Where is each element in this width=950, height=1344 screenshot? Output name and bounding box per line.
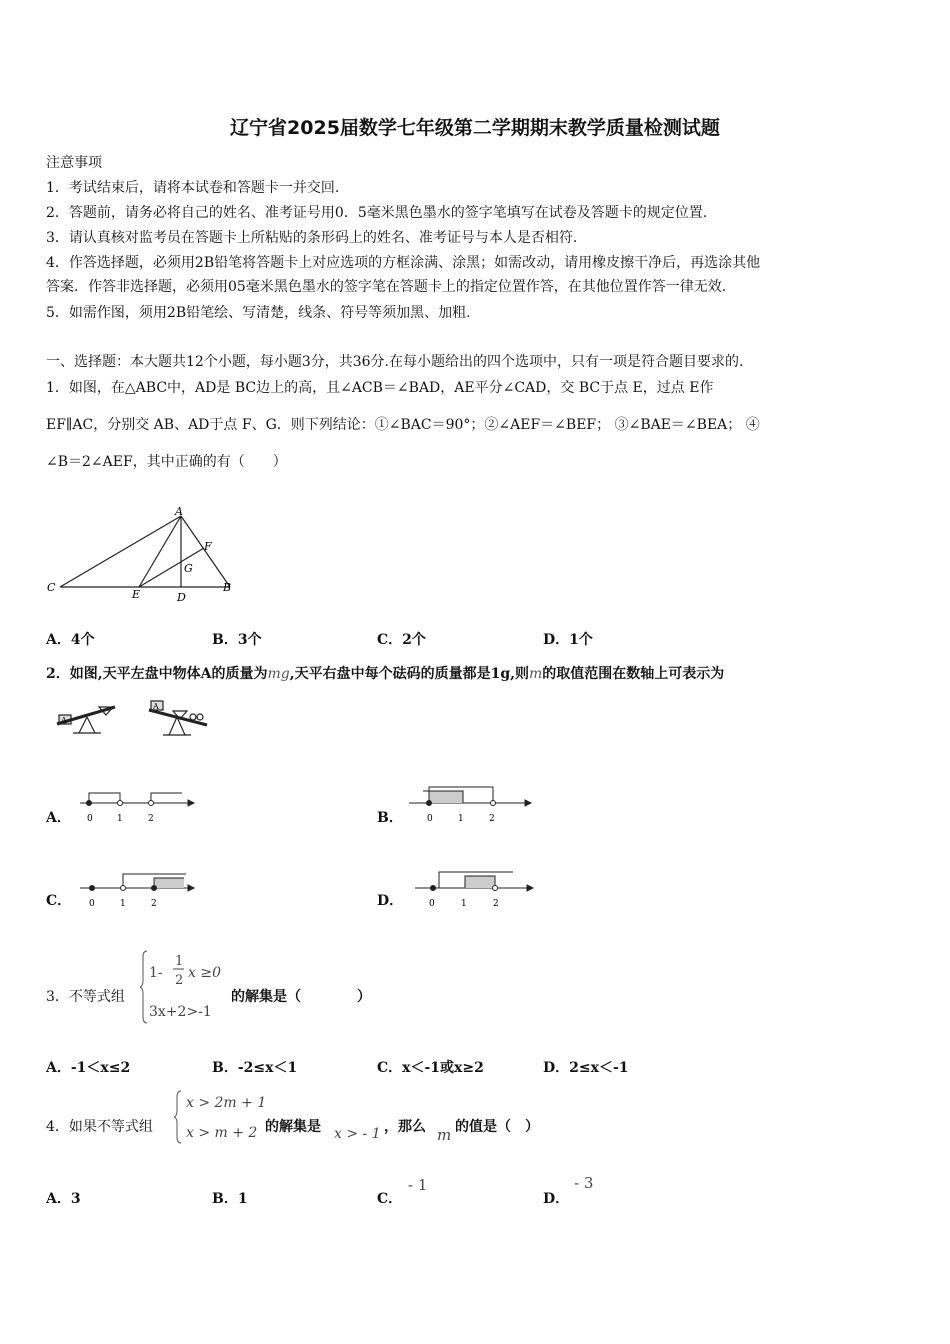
q1-triangle-figure <box>44 500 244 608</box>
q2-option-b[interactable]: B． <box>377 810 403 826</box>
scale-label: A <box>61 716 67 725</box>
label-a: A <box>175 505 183 518</box>
notice-heading: 注意事项 <box>46 155 102 171</box>
balance-scale-figures <box>55 697 215 743</box>
svg-text:0: 0 <box>429 899 435 909</box>
label-b: B <box>223 581 232 594</box>
q2-option-a[interactable]: A． <box>46 810 71 826</box>
svg-text:2: 2 <box>489 814 495 824</box>
q2-numberline-c <box>76 868 200 912</box>
q1-line3: ∠B＝2∠AEF，其中正确的有（ ） <box>46 454 287 470</box>
notice-item: 4．作答选择题，必须用2B铅笔将答题卡上对应选项的方框涂满、涂黑；如需改动，请用橡皮擦干净后，再选涂其他 <box>46 255 761 271</box>
notice-item: 1．考试结束后，请将本试卷和答题卡一并交回. <box>46 180 340 196</box>
q4-prefix: 4．如果不等式组 <box>46 1119 153 1135</box>
q4-option-d[interactable]: D． <box>543 1191 570 1207</box>
label-d: D <box>177 591 186 604</box>
svg-text:0: 0 <box>427 814 433 824</box>
notice-item: 2．答题前，请务必将自己的姓名、准考证号用0．5毫米黑色墨水的签字笔填写在试卷及答题卡的规定位置. <box>46 205 708 221</box>
svg-text:x > m + 2: x > m + 2 <box>186 1125 258 1141</box>
svg-text:2: 2 <box>151 899 157 909</box>
q3-option-b[interactable]: B．-2≤x＜1 <box>212 1060 298 1076</box>
q4-then: ，那么 <box>384 1119 426 1135</box>
q4-var-m: m <box>437 1126 452 1144</box>
q4-option-a[interactable]: A．3 <box>46 1191 81 1207</box>
q1-option-b[interactable]: B．3个 <box>212 632 262 648</box>
q1-option-c[interactable]: C．2个 <box>377 632 426 648</box>
q3-option-a[interactable]: A．-1＜x≤2 <box>46 1060 131 1076</box>
svg-text:2: 2 <box>175 973 184 988</box>
notice-item: 3．请认真核对监考员在答题卡上所粘贴的条形码上的姓名、准考证号与本人是否相符. <box>46 230 578 246</box>
q3-prefix: 3．不等式组 <box>46 989 125 1005</box>
svg-text:x > 2m + 1: x > 2m + 1 <box>186 1095 266 1111</box>
q4-mid: 的解集是 <box>265 1119 321 1135</box>
svg-text:x ≥0: x ≥0 <box>188 965 221 981</box>
q2-numberline-d <box>405 866 537 912</box>
scale-label: A <box>153 702 159 711</box>
label-g: G <box>184 562 193 575</box>
svg-text:1: 1 <box>175 954 184 969</box>
q2-option-d[interactable]: D． <box>377 893 404 909</box>
q4-inequality-system <box>174 1088 266 1146</box>
svg-text:1: 1 <box>461 899 467 909</box>
svg-text:0: 0 <box>87 814 93 824</box>
svg-text:1: 1 <box>120 899 126 909</box>
q2-numberline-b <box>405 783 535 827</box>
q2-numberline-a <box>76 785 196 827</box>
q4-option-c[interactable]: C． <box>377 1191 403 1207</box>
q4-suffix: 的值是（ ） <box>455 1119 539 1135</box>
q2-option-c[interactable]: C． <box>46 893 72 909</box>
q3-inequality-system <box>140 948 230 1026</box>
svg-text:0: 0 <box>89 899 95 909</box>
svg-text:2: 2 <box>493 899 499 909</box>
label-c: C <box>47 581 56 594</box>
section-heading: 一、选择题：本大题共12个小题，每小题3分，共36分.在每小题给出的四个选项中，只有一项是符合题目要求的. <box>46 354 744 370</box>
q4-option-d-value: - 3 <box>574 1174 594 1192</box>
label-f: F <box>204 540 212 553</box>
svg-text:2: 2 <box>148 814 154 824</box>
q1-option-d[interactable]: D．1个 <box>543 632 593 648</box>
q3-suffix: 的解集是（ ） <box>231 989 371 1005</box>
notice-item: 5．如需作图，须用2B铅笔绘、写清楚，线条、符号等须加黑、加粗. <box>46 305 471 321</box>
svg-text:1: 1 <box>117 814 123 824</box>
q1-option-a[interactable]: A．4个 <box>46 632 95 648</box>
svg-text:1-: 1- <box>149 965 163 981</box>
q3-option-d[interactable]: D．2≤x＜-1 <box>543 1060 629 1076</box>
q3-option-c[interactable]: C．x＜-1或x≥2 <box>377 1060 484 1076</box>
notice-item: 答案．作答非选择题，必须用05毫米黑色墨水的签字笔在答题卡上的指定位置作答，在其他位置作答一律无效. <box>46 279 727 295</box>
label-e: E <box>132 588 141 601</box>
q1-line1: 1．如图，在△ABC中，AD是 BC边上的高，且∠ACB＝∠BAD，AE平分∠CAD，交 BC于点 E，过点 E作 <box>46 380 714 396</box>
page-title: 辽宁省2025届数学七年级第二学期期末教学质量检测试题 <box>230 117 720 139</box>
svg-text:1: 1 <box>458 814 464 824</box>
q4-solution: x > - 1 <box>334 1126 381 1142</box>
q1-line2: EF∥AC，分别交 AB、AD于点 F、G．则下列结论：①∠BAC＝90°；②∠AEF＝∠BEF； ③∠BAE＝∠BEA； ④ <box>46 417 760 433</box>
q4-option-c-value: - 1 <box>408 1176 428 1194</box>
q2-stem: 2．如图,天平左盘中物体A的质量为mg,天平右盘中每个砝码的质量都是1g,则m的取值范围在数轴上可表示为 <box>46 666 725 682</box>
svg-text:3x+2>-1: 3x+2>-1 <box>149 1004 212 1020</box>
q4-option-b[interactable]: B．1 <box>212 1191 248 1207</box>
